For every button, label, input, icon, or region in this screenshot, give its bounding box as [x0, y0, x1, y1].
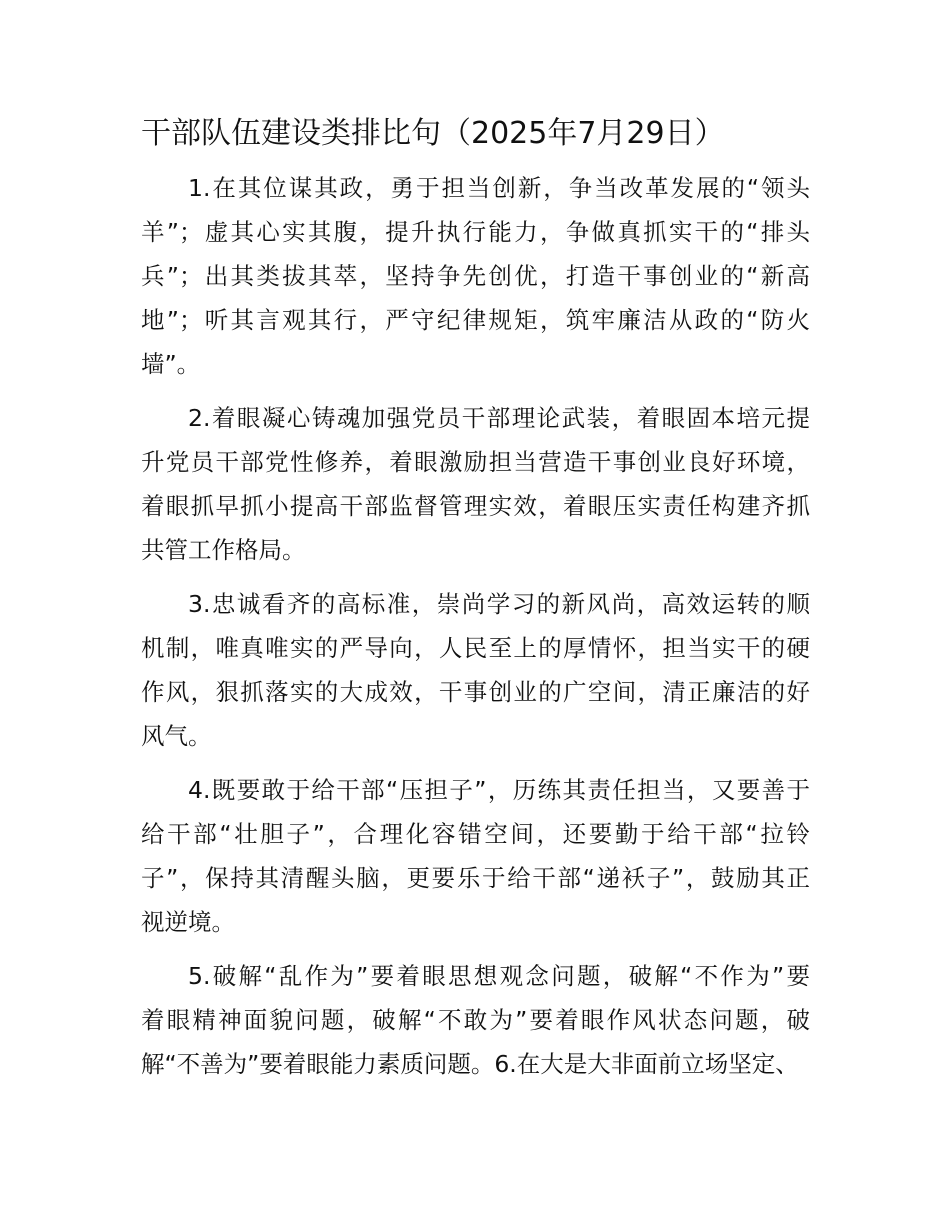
text-line: 羊”；虚其心实其腹，提升执行能力，争做真抓实干的“排头 [141, 218, 810, 246]
text-line: 4.既要敢于给干部“压担子”，历练其责任担当，又要善于 [188, 776, 810, 804]
document-title: 干部队伍建设类排比句（2025年7月29日） [141, 116, 725, 151]
text-line: 地”；听其言观其行，严守纪律规矩，筑牢廉洁从政的“防火 [141, 306, 810, 334]
text-line: 机制，唯真唯实的严导向，人民至上的厚情怀，担当实干的硬 [141, 634, 810, 662]
text-line: 1.在其位谋其政，勇于担当创新，争当改革发展的“领头 [188, 174, 810, 202]
text-line: 给干部“壮胆子”，合理化容错空间，还要勤于给干部“拉铃 [141, 820, 810, 848]
text-line: 2.着眼凝心铸魂加强党员干部理论武装，着眼固本培元提 [188, 404, 810, 432]
text-line: 着眼精神面貌问题，破解“不敢为”要着眼作风状态问题，破 [141, 1006, 810, 1034]
text-line: 着眼抓早抓小提高干部监督管理实效，着眼压实责任构建齐抓 [141, 492, 810, 520]
text-line: 3.忠诚看齐的高标准，崇尚学习的新风尚，高效运转的顺 [188, 590, 810, 618]
paragraph-5 [141, 954, 810, 1086]
paragraph-1 [141, 166, 810, 386]
text-line: 作风，狠抓落实的大成效，干事创业的广空间，清正廉洁的好 [141, 678, 810, 706]
text-line: 墙”。 [141, 350, 201, 378]
text-line: 5.破解“乱作为”要着眼思想观念问题，破解“不作为”要 [188, 962, 810, 990]
paragraph-3 [141, 582, 810, 758]
text-line: 子”，保持其清醒头脑，更要乐于给干部“递袄子”，鼓励其正 [141, 864, 810, 892]
paragraph-2 [141, 396, 810, 572]
paragraph-4 [141, 768, 810, 944]
text-line: 共管工作格局。 [141, 536, 306, 564]
text-line: 解“不善为”要着眼能力素质问题。6.在大是大非面前立场坚定、 [141, 1050, 799, 1078]
text-line: 风气。 [141, 722, 212, 750]
document-body [141, 166, 810, 1096]
text-line: 兵”；出其类拔其萃，坚持争先创优，打造干事创业的“新高 [141, 262, 810, 290]
text-line: 视逆境。 [141, 908, 235, 936]
text-line: 升党员干部党性修养，着眼激励担当营造干事创业良好环境， [141, 448, 810, 476]
